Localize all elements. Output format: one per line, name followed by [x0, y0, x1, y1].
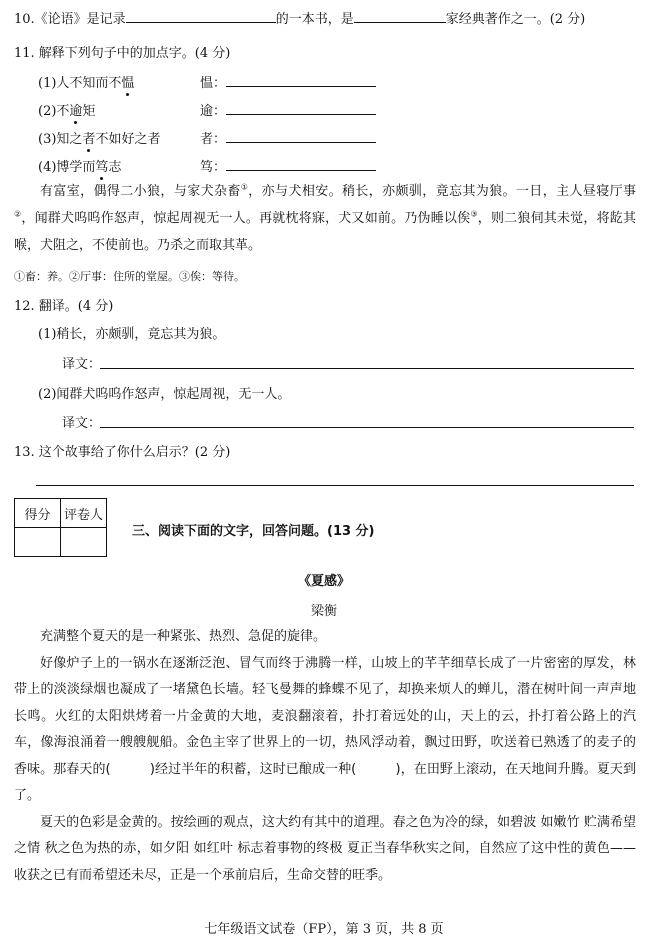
q12-answer-label-2: 译文：: [62, 416, 102, 431]
article-paragraph-2: 好像炉子上的一锅水在逐渐泛泡、冒气而终于沸腾一样，山坡上的芊芊细草长成了一片密密的厚发，林带上的淡淡绿烟也凝成了一堵黛色长墙。轻飞曼舞的蜂蝶不见了，却换来烦人的蝉儿，潜在树叶间一声声地长鸣。火红的太阳烘烤着一片金黄的大地，麦浪翻滚着，扑打着远处的山，天上的云，扑打着公路上的汽车，像海浪涌着一艘艘舰船。金色主宰了世界上的一切，热风浮动着，飘过田野，吹送着已熟透了的麦子的香味。那春天的( )经过半年的积蓄，这时已酿成一种( )，在田野上滚动，在天地间升腾。夏天到了。: [14, 655, 636, 803]
q11-item-3: (3)知之者不如好之者: [38, 132, 161, 147]
q10-text-2: 的一本书，是: [275, 12, 354, 27]
q11-blank-2[interactable]: [226, 102, 376, 115]
q12-item-2: (2)闻群犬呜呜作怒声，惊起周视，无一人。: [38, 387, 291, 402]
q12-answer-label-1: 译文：: [62, 357, 102, 372]
q10-line: [14, 8, 585, 27]
q12-item-1: (1)稍长，亦颇驯，竟忘其为狼。: [38, 327, 226, 342]
article-paragraph-1: 充满整个夏天的是一种紧张、热烈、急促的旋律。: [40, 629, 327, 644]
q10-blank-2[interactable]: [354, 10, 446, 23]
q11-title: 11. 解释下列句子中的加点字。(4 分): [14, 46, 231, 61]
q11-answer-4: 笃：: [200, 156, 376, 175]
article-author: 梁衡: [310, 604, 337, 619]
q13-title: 13. 这个故事给了你什么启示？(2 分): [14, 445, 231, 460]
q11-item-1: (1)人不知而不愠: [38, 76, 135, 91]
score-cell[interactable]: [15, 528, 61, 557]
article-paragraph-3: 夏天的色彩是金黄的。按绘画的观点，这大约有其中的道理。春之色为冷的绿，如碧波 如嫩竹 贮满希望之情 秋之色为热的赤，如夕阳 如红叶 标志着事物的终极 夏正当春华秋实之间，自然应了这中性的黄色——收获之已有而希望还未尽，正是一个承前启后，生命交替的旺季。: [14, 814, 636, 883]
q12-answer-line-2[interactable]: [100, 427, 634, 428]
page-footer: 七年级语文试卷（FP），第 3 页，共 8 页: [204, 922, 444, 937]
section3-title: 三、阅读下面的文字，回答问题。(13 分): [132, 524, 375, 539]
q12-answer-line-1[interactable]: [100, 368, 634, 369]
q11-answer-3: 者：: [200, 128, 376, 147]
q10-text-3: 家经典著作之一。(2 分): [445, 12, 586, 27]
q10-blank-1[interactable]: [126, 10, 276, 23]
q10-text-1: 10.《论语》是记录: [14, 12, 126, 27]
q13-answer-line[interactable]: [36, 485, 634, 486]
passage-notes: ①畜：养。②厅事：住所的堂屋。③俟：等待。: [14, 270, 245, 283]
q11-item-2: (2)不逾矩: [38, 104, 96, 119]
score-header: 得分: [15, 499, 61, 528]
q11-blank-4[interactable]: [226, 158, 376, 171]
article-title: 《夏感》: [297, 574, 350, 589]
q11-answer-1: 愠：: [200, 72, 376, 91]
q11-item-4: (4)博学而笃志: [38, 160, 122, 175]
q11-answer-2: 逾：: [200, 100, 376, 119]
q11-blank-1[interactable]: [226, 74, 376, 87]
grader-header: 评卷人: [61, 499, 107, 528]
article-body: [14, 624, 636, 889]
q11-blank-3[interactable]: [226, 130, 376, 143]
q12-title: 12. 翻译。(4 分): [14, 299, 114, 314]
grader-cell[interactable]: [61, 528, 107, 557]
classical-passage: 有富室，偶得二小狼，与家犬杂畜①，亦与犬相安。稍长，亦颇驯，竟忘其为狼。一日，主人昼寝厅事②，闻群犬呜呜作怒声，惊起周视无一人。再就枕将寐，犬又如前。乃伪睡以俟③，则二狼伺其未觉，将龁其喉，犬阻之，不使前也。乃杀之而取其革。: [14, 182, 636, 253]
score-table: [14, 498, 107, 557]
